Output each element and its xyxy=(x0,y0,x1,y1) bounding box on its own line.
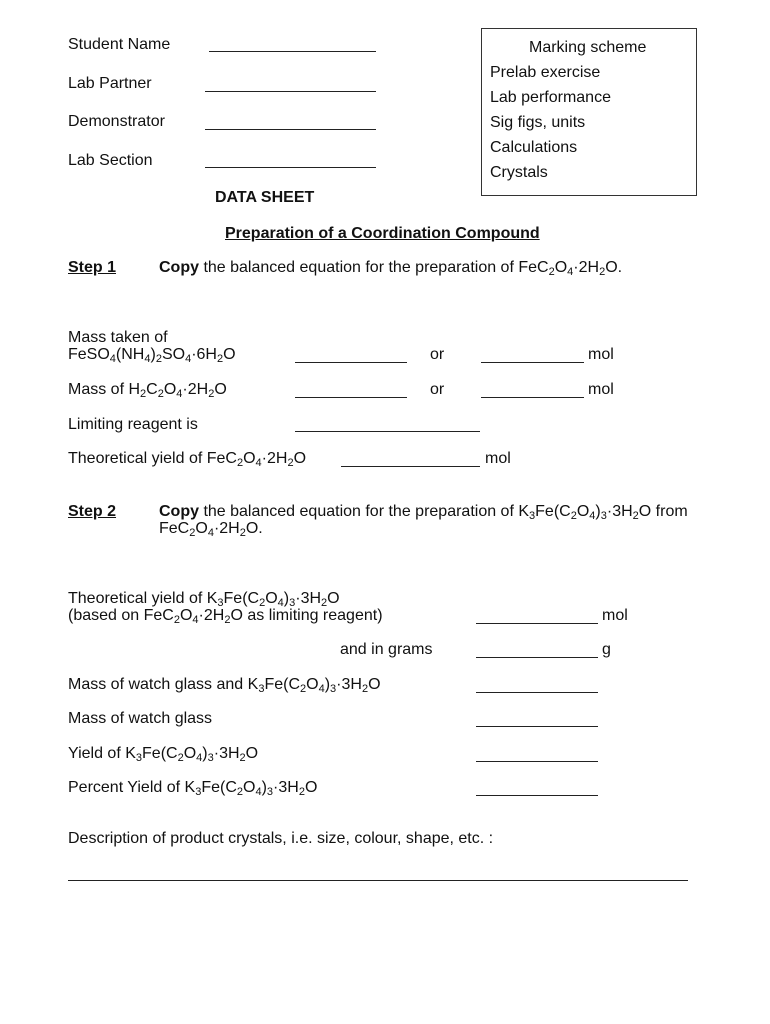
description-field[interactable] xyxy=(68,880,688,881)
step1-label: Step 1 xyxy=(68,259,117,276)
formula-mohrs-salt: $FeSO_4(NH_4)_2SO_4\cdot 6H_2O$ xyxy=(68,346,236,365)
mol-unit-4: mol xyxy=(602,607,628,624)
and-in-grams-label: and in grams xyxy=(340,641,433,658)
mass-watch-glass-and-product-field[interactable] xyxy=(476,692,598,693)
formula-potassium-ferrioxalate: $K_3Fe(C_2O_4)_3\cdot 3H_2O$ xyxy=(518,503,652,522)
step2-instruction-text: the balanced equation for the preparation of xyxy=(199,503,519,520)
step1-copy-word: Copy xyxy=(159,259,199,276)
theoretical-yield-mol-field[interactable] xyxy=(476,623,598,624)
mol-unit-3: mol xyxy=(485,450,511,467)
mass-oxalic-acid-field[interactable] xyxy=(295,397,407,398)
step2-from-text: from xyxy=(651,503,688,520)
description-prompt: Description of product crystals, i.e. size, colour, shape, etc. : xyxy=(68,830,494,847)
lab-partner-label: Lab Partner xyxy=(68,75,152,92)
yield-field[interactable] xyxy=(476,761,598,762)
mol-mohrs-salt-field[interactable] xyxy=(481,362,584,363)
mass-watch-glass-label: Mass of watch glass xyxy=(68,710,213,727)
step2-label: Step 2 xyxy=(68,503,117,520)
marking-scheme-title: Marking scheme xyxy=(529,39,647,56)
mass-watch-glass-and-text: Mass of watch glass and xyxy=(68,676,248,693)
student-name-field[interactable] xyxy=(209,51,376,52)
mass-mohrs-salt-field[interactable] xyxy=(295,362,407,363)
step1-instruction-text: the balanced equation for the preparation of xyxy=(199,259,519,276)
theoretical-yield-step2-text: Theoretical yield of xyxy=(68,590,207,607)
yield-label: Yield of $K_3Fe(C_2O_4)_3\cdot 3H_2O$ xyxy=(68,745,259,764)
step2-instruction xyxy=(159,503,688,521)
step1-instruction xyxy=(159,259,622,277)
percent-yield-of-text: Percent Yield of xyxy=(68,779,185,796)
marking-item-lab-performance: Lab performance xyxy=(490,89,611,106)
g-unit: g xyxy=(602,641,611,658)
step2-copy-word: Copy xyxy=(159,503,199,520)
student-name-label: Student Name xyxy=(68,36,171,53)
based-on-open: (based on xyxy=(68,607,144,624)
marking-item-sig-figs: Sig figs, units xyxy=(490,114,586,131)
theoretical-yield-step1-label: Theoretical yield of $FeC_2O_4\cdot 2H_2O$ xyxy=(68,450,307,469)
theoretical-yield-step1-text: Theoretical yield of xyxy=(68,450,207,467)
marking-item-crystals: Crystals xyxy=(490,164,548,181)
theoretical-yield-step2-label: Theoretical yield of $K_3Fe(C_2O_4)_3\cdot 3H_2O$ xyxy=(68,590,340,609)
mass-watch-glass-and-product-label: Mass of watch glass and $K_3Fe(C_2O_4)_3\cdot 3H_2O$ xyxy=(68,676,381,695)
demonstrator-label: Demonstrator xyxy=(68,113,165,130)
yield-of-text: Yield of xyxy=(68,745,126,762)
mass-watch-glass-field[interactable] xyxy=(476,726,598,727)
mol-oxalic-acid-field[interactable] xyxy=(481,397,584,398)
mol-unit-2: mol xyxy=(588,381,614,398)
sheet-title: DATA SHEET xyxy=(215,189,315,206)
mol-unit-1: mol xyxy=(588,346,614,363)
or-label-1: or xyxy=(430,346,445,363)
or-label-2: or xyxy=(430,381,445,398)
lab-partner-field[interactable] xyxy=(205,91,376,92)
marking-item-prelab: Prelab exercise xyxy=(490,64,601,81)
percent-yield-label: Percent Yield of $K_3Fe(C_2O_4)_3\cdot 3H_2O$ xyxy=(68,779,318,798)
demonstrator-field[interactable] xyxy=(205,129,376,130)
mass-taken-of-label: Mass taken of xyxy=(68,329,168,346)
marking-item-calculations: Calculations xyxy=(490,139,578,156)
step2-instruction-line2: $FeC_2O_4\cdot 2H_2O$. xyxy=(159,520,263,539)
formula-ferrous-oxalate: $FeC_2O_4\cdot 2H_2O$. xyxy=(518,259,623,278)
limiting-reagent-label: Limiting reagent is xyxy=(68,416,198,433)
theoretical-yield-step1-field[interactable] xyxy=(341,466,480,467)
experiment-title: Preparation of a Coordination Compound xyxy=(225,225,540,242)
limiting-reagent-field[interactable] xyxy=(295,431,480,432)
based-on-close: as limiting reagent) xyxy=(242,607,383,624)
percent-yield-field[interactable] xyxy=(476,795,598,796)
lab-section-label: Lab Section xyxy=(68,152,153,169)
lab-section-field[interactable] xyxy=(205,167,376,168)
mass-oxalic-acid-label: Mass of $H_2C_2O_4\cdot 2H_2O$ xyxy=(68,381,227,400)
theoretical-yield-grams-field[interactable] xyxy=(476,657,598,658)
based-on-label: (based on $FeC_2O_4\cdot 2H_2O$ as limiting reagent) xyxy=(68,607,383,626)
